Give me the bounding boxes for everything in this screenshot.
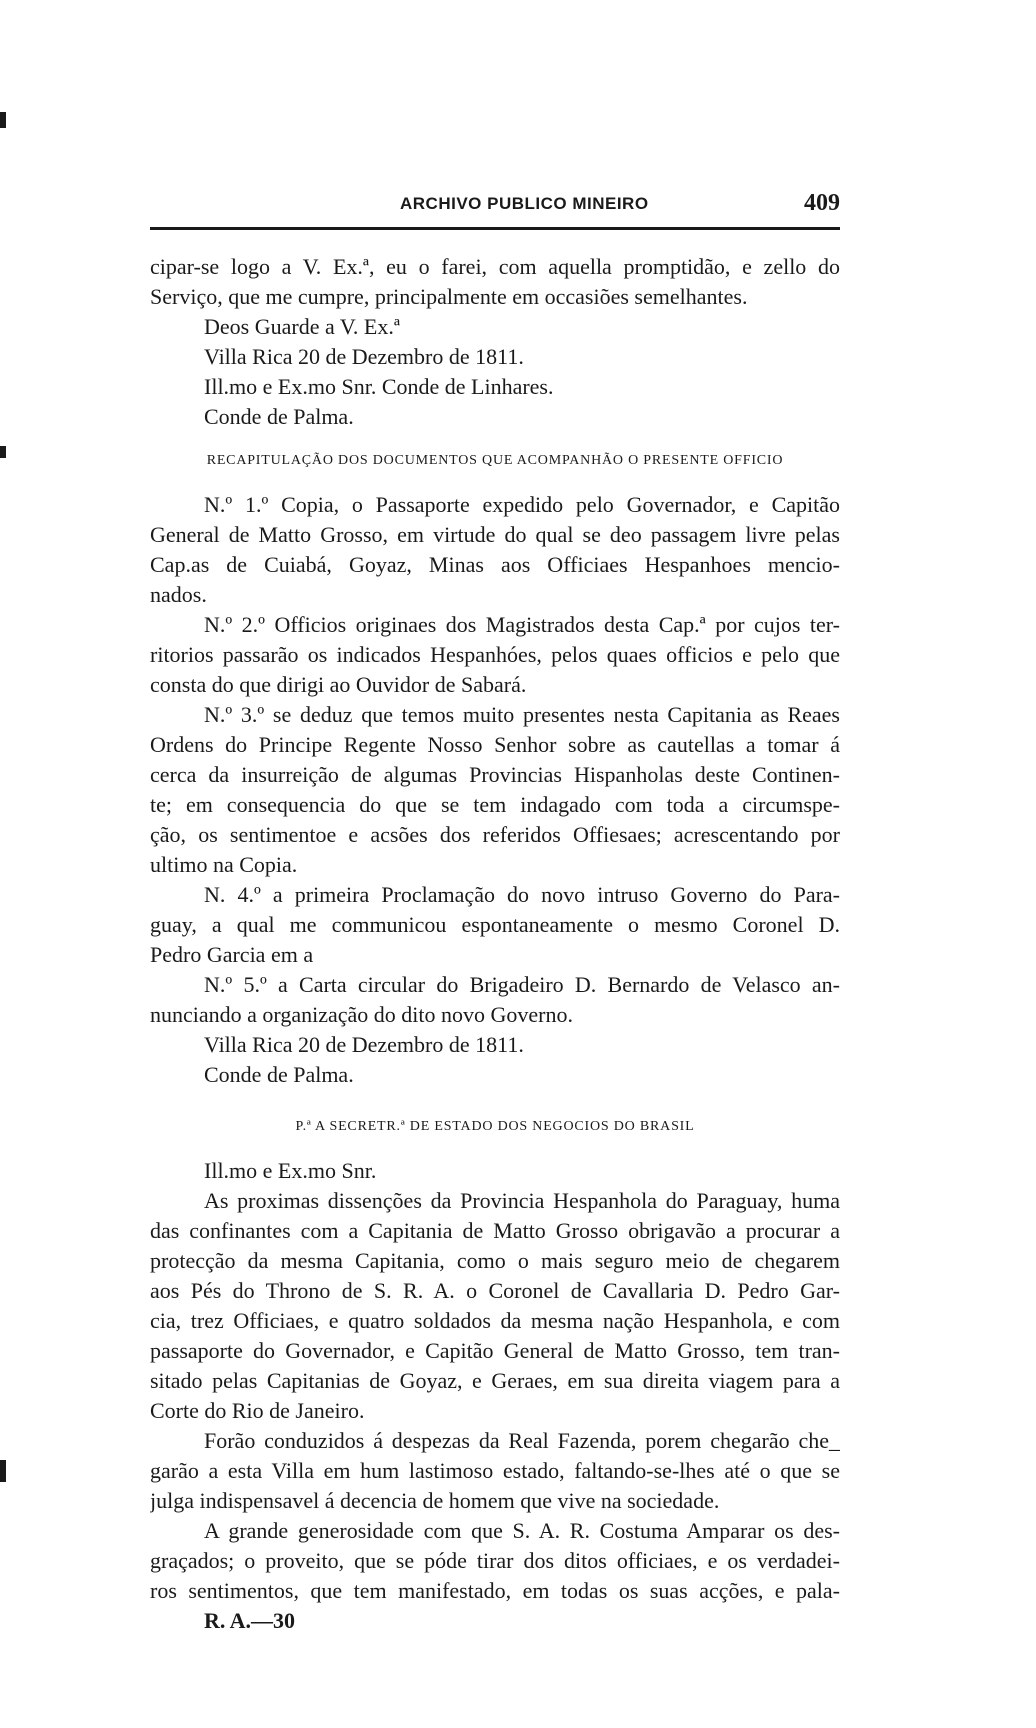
text-line: nados.	[150, 582, 207, 607]
text-line: N. 4.º a primeira Proclamação do novo intruso Governo do Para-	[204, 882, 840, 907]
text-line: Corte do Rio de Janeiro.	[150, 1398, 365, 1423]
closing-line: Ill.mo e Ex.mo Snr. Conde de Linhares.	[204, 374, 554, 399]
text-line: das confinantes com a Capitania de Matto Grosso obrigavão a procurar a	[150, 1218, 840, 1243]
text-line: cipar-se logo a V. Ex.ª, eu o farei, com aquella promptidão, e zello do	[150, 254, 840, 279]
text-line: ultimo na Copia.	[150, 852, 298, 877]
section-heading: RECAPITULAÇÃO DOS DOCUMENTOS QUE ACOMPANHÃO O PRESENTE OFFICIO	[206, 453, 784, 468]
body-text	[150, 252, 840, 1636]
margin-mark	[0, 1460, 6, 1482]
text-line: A grande generosidade com que S. A. R. Costuma Amparar os des-	[204, 1518, 840, 1543]
text-line: Serviço, que me cumpre, principalmente em occasiões semelhantes.	[150, 284, 748, 309]
text-line: consta do que dirigi ao Ouvidor de Sabará.	[150, 672, 527, 697]
text-line: ros sentimentos, que tem manifestado, em todas os suas acções, e pala-	[150, 1578, 840, 1603]
page-signature: R. A.—30	[204, 1608, 296, 1633]
text-line: N.º 5.º a Carta circular do Brigadeiro D. Bernardo de Velasco an-	[204, 972, 840, 997]
text-line: ritorios passarão os indicados Hespanhóes, pelos quaes officios e pelo que	[150, 642, 840, 667]
text-line: N.º 2.º Officios originaes dos Magistrados desta Cap.ª por cujos ter-	[204, 612, 840, 637]
text-line: Ordens do Principe Regente Nosso Senhor sobre as cautellas a tomar á	[150, 732, 840, 757]
page-header	[150, 190, 840, 224]
text-line: N.º 1.º Copia, o Passaporte expedido pelo Governador, e Capitão	[204, 492, 840, 517]
margin-mark	[0, 112, 6, 128]
text-line: te; em consequencia do que se tem indagado com toda a circumspe-	[150, 792, 840, 817]
header-rule	[150, 227, 840, 230]
text-line: passaporte do Governador, e Capitão General de Matto Grosso, tem tran-	[150, 1338, 840, 1363]
section-heading: P.ª A SECRETR.ª DE ESTADO DOS NEGOCIOS DO BRASIL	[295, 1119, 695, 1134]
text-line: julga indispensavel á decencia de homem que vive na sociedade.	[150, 1488, 720, 1513]
text-line: General de Matto Grosso, em virtude do qual se deo passagem livre pelas	[150, 522, 840, 547]
text-line: ção, os sentimentoe e acsões dos referidos Offiesaes; acrescentando por	[150, 822, 840, 847]
text-line: graçados; o proveito, que se póde tirar dos ditos officiaes, e os verdadei-	[150, 1548, 840, 1573]
text-line: Cap.as de Cuiabá, Goyaz, Minas aos Officiaes Hespanhoes mencio-	[150, 552, 840, 577]
text-line: N.º 3.º se deduz que temos muito presentes nesta Capitania as Reaes	[204, 702, 840, 727]
salutation: Ill.mo e Ex.mo Snr.	[204, 1158, 377, 1183]
text-line: nunciando a organização do dito novo Governo.	[150, 1002, 573, 1027]
closing-line: Conde de Palma.	[204, 404, 354, 429]
text-line: garão a esta Villa em hum lastimoso estado, faltando-se-lhes até o que se	[150, 1458, 840, 1483]
margin-mark	[0, 446, 6, 458]
text-line: Forão conduzidos á despezas da Real Fazenda, porem chegarão che_	[204, 1428, 840, 1453]
closing-line: Conde de Palma.	[204, 1062, 354, 1087]
text-line: cia, trez Officiaes, e quatro soldados da mesma nação Hespanhola, e com	[150, 1308, 840, 1333]
text-line: As proximas dissenções da Provincia Hespanhola do Paraguay, huma	[204, 1188, 840, 1213]
running-head: ARCHIVO PUBLICO MINEIRO	[400, 194, 649, 213]
text-line: Pedro Garcia em a	[150, 942, 314, 967]
page-number: 409	[804, 190, 840, 216]
text-line: aos Pés do Throno de S. R. A. o Coronel de Cavallaria D. Pedro Gar-	[150, 1278, 840, 1303]
text-line: sitado pelas Capitanias de Goyaz, e Geraes, em sua direita viagem para a	[150, 1368, 840, 1393]
text-line: cerca da insurreição de algumas Provincias Hispanholas deste Continen-	[150, 762, 840, 787]
closing-line: Deos Guarde a V. Ex.ª	[204, 314, 400, 339]
text-line: guay, a qual me communicou espontaneamente o mesmo Coronel D.	[150, 912, 840, 937]
text-line: protecção da mesma Capitania, como o mais seguro meio de chegarem	[150, 1248, 840, 1273]
closing-line: Villa Rica 20 de Dezembro de 1811.	[204, 344, 524, 369]
closing-line: Villa Rica 20 de Dezembro de 1811.	[204, 1032, 524, 1057]
